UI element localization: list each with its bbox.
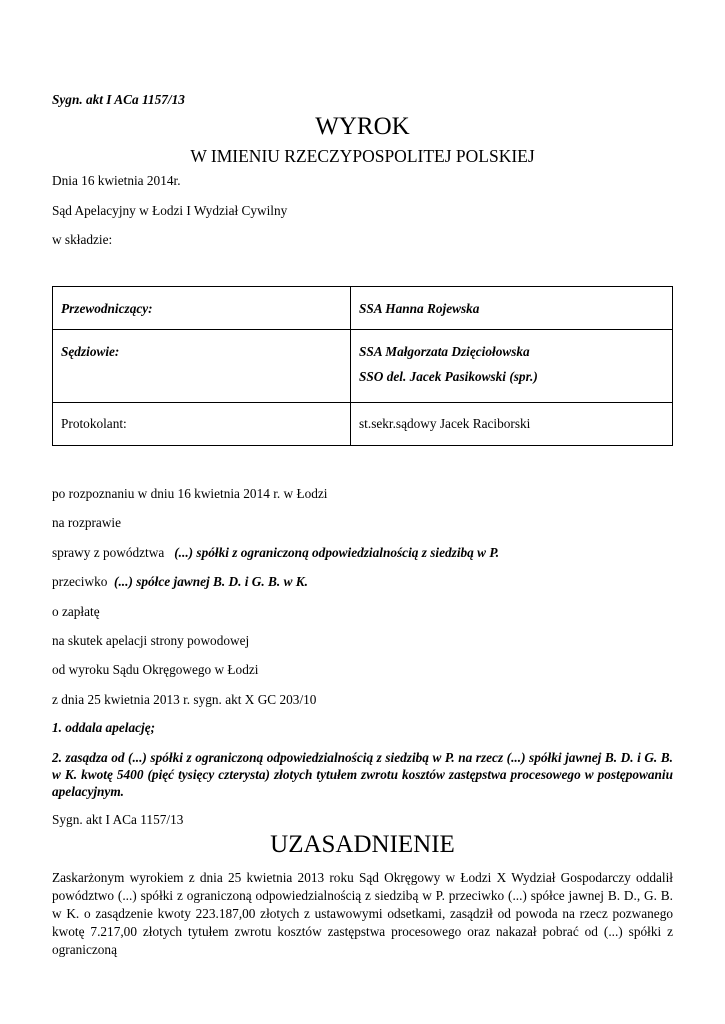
case-signature-top: Sygn. akt I ACa 1157/13 (52, 92, 185, 107)
document-title: WYROK (315, 113, 410, 140)
proceedings-line-7: od wyroku Sądu Okręgowego w Łodzi (52, 662, 259, 677)
court-name: Sąd Apelacyjny w Łodzi I Wydział Cywilny (52, 203, 288, 218)
ruling-point-2: 2. zasądza od (...) spółki z ograniczoną odpowiedzialnością z siedzibą w P. na rzecz (...) spółki jawnej B. D. i G. B. w K. kwotę 5400 (pięć tysięcy czterysta) złotych tytułem zwrotu kosztów zastępstwa procesowego w postępowaniu apelacyjnym. (52, 750, 673, 799)
clerk-value: st.sekr.sądowy Jacek Raciborski (351, 403, 673, 446)
document-subtitle: W IMIENIU RZECZYPOSPOLITEJ POLSKIEJ (190, 146, 535, 166)
proceedings-line-3 (52, 545, 499, 561)
panel-row-chair (53, 287, 673, 330)
judge-1: SSA Małgorzata Dzięciołowska (359, 344, 530, 359)
clerk-label: Protokolant: (53, 403, 351, 446)
judges-label: Sędziowie: (53, 330, 351, 403)
judge-2: SSO del. Jacek Pasikowski (spr.) (359, 369, 538, 384)
judges-value (351, 330, 673, 403)
justification-paragraph: Zaskarżonym wyrokiem z dnia 25 kwietnia 2013 roku Sąd Okręgowy w Łodzi X Wydział Gospodarczy oddalił powództwo (...) spółki z ograniczoną odpowiedzialnością z siedzibą w P. przeciwko (...) spółce jawnej B. D., G. B. w K. o zasądzenie kwoty 223.187,00 złotych z ustawowymi odsetkami, zasądził od powoda na rzecz pozwanego kwotę 7.217,00 złotych tytułem zwrotu kosztów zastępstwa procesowego oraz nakazał pobrać od (...) spółki z ograniczoną (52, 870, 673, 957)
defendant-party: (...) spółce jawnej B. D. i G. B. w K. (114, 574, 308, 589)
plaintiff-party: (...) spółki z ograniczoną odpowiedzialnością z siedzibą w P. (174, 545, 500, 560)
proceedings-line-6: na skutek apelacji strony powodowej (52, 633, 250, 648)
proceedings-line-1: po rozpoznaniu w dniu 16 kwietnia 2014 r. w Łodzi (52, 486, 328, 501)
defendant-prefix: przeciwko (52, 574, 108, 589)
plaintiff-prefix: sprawy z powództwa (52, 545, 165, 560)
chair-label: Przewodniczący: (53, 287, 351, 330)
justification-title: UZASADNIENIE (270, 831, 455, 858)
ruling-point-1: 1. oddala apelację; (52, 720, 156, 735)
proceedings-line-8: z dnia 25 kwietnia 2013 r. sygn. akt X GC 203/10 (52, 692, 317, 707)
proceedings-line-5: o zapłatę (52, 604, 100, 619)
ruling-date: Dnia 16 kwietnia 2014r. (52, 173, 181, 188)
judge-gap (359, 360, 664, 369)
chair-value: SSA Hanna Rojewska (351, 287, 673, 330)
proceedings-line-4 (52, 574, 308, 590)
panel-row-judges (53, 330, 673, 403)
composition-label: w składzie: (52, 232, 113, 247)
court-panel-table (52, 286, 673, 446)
proceedings-line-2: na rozprawie (52, 515, 122, 530)
panel-row-clerk (53, 403, 673, 446)
case-signature-justification: Sygn. akt I ACa 1157/13 (52, 812, 184, 827)
